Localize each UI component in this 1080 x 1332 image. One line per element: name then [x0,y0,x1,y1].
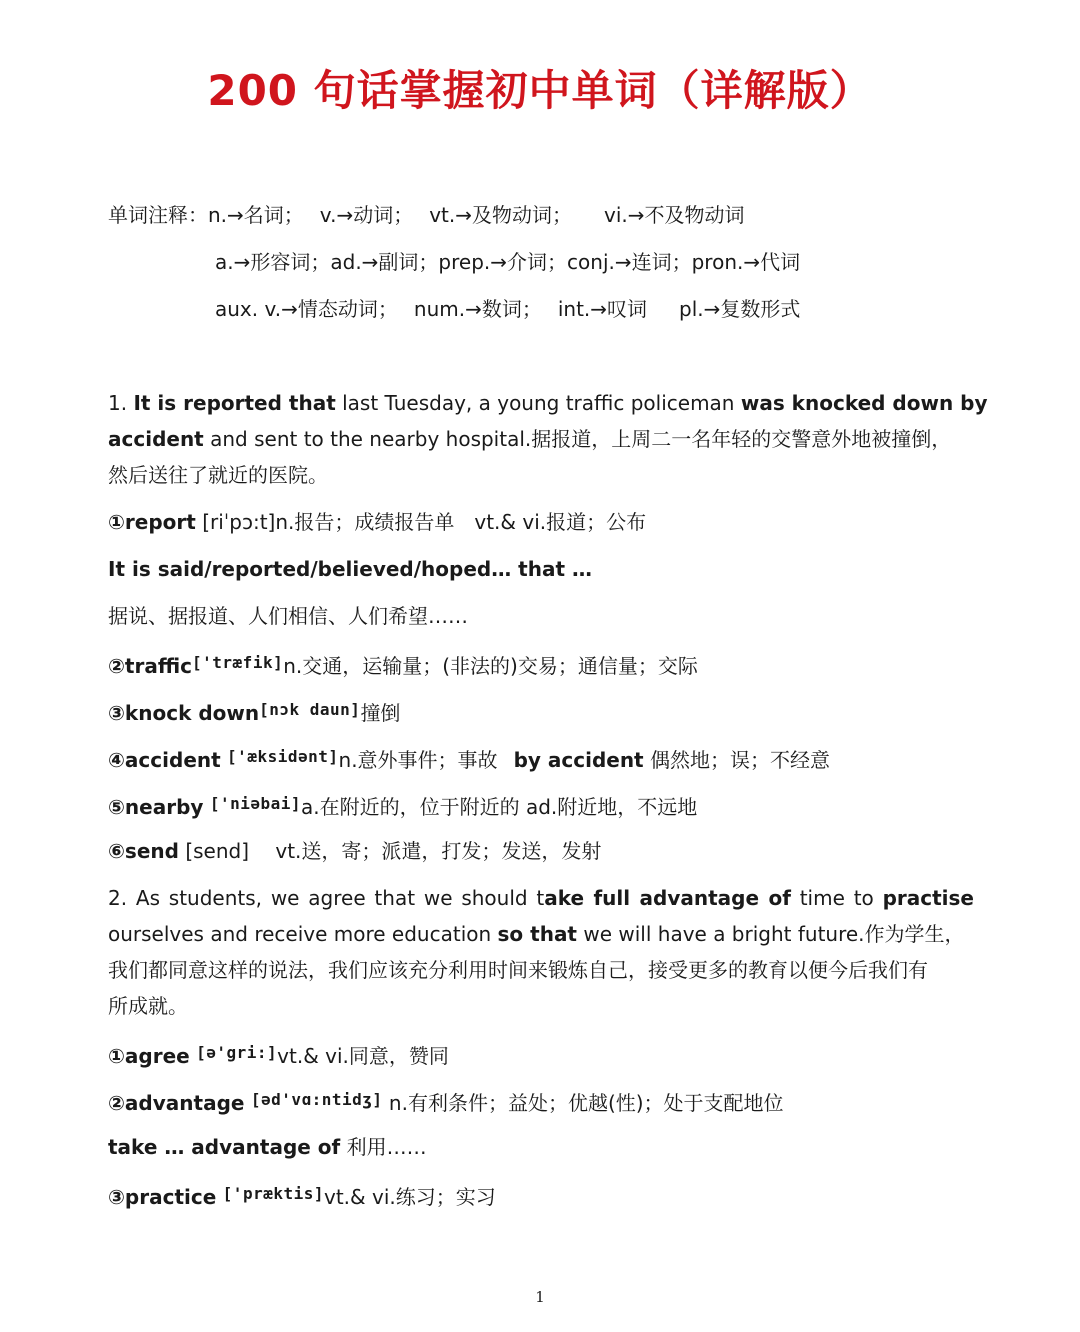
vocab-advantage: ②advantage [əd'vɑ:ntidʒ] n.有利条件；益处；优越(性)；处于支配地位 [108,1090,784,1115]
sentence-1-line-3: 然后送往了就近的医院。 [108,463,328,487]
vocab-agree: ①agree [ə'gri:]vt.& vi.同意，赞同 [108,1043,449,1068]
sentence-1-line-2: accident and sent to the nearby hospital.据报道，上周二一名年轻的交警意外地被撞倒， [108,427,952,451]
pattern-translation: 据说、据报道、人们相信、人们希望…… [108,604,468,628]
sentence-2-line-3: 我们都同意这样的说法，我们应该充分利用时间来锻炼自己，接受更多的教育以便今后我们有 [108,958,928,982]
sentence-2-line-1: 2. As students, we agree that we should take full advantage of time to practise [108,886,974,910]
phrase-take-advantage: take … advantage of 利用…… [108,1135,427,1159]
page-number: 1 [535,1288,545,1306]
vocab-nearby: ⑤nearby ['niəbai]a.在附近的，位于附近的 ad.附近地，不远地 [108,794,698,819]
sentence-2-line-4: 所成就。 [108,994,188,1018]
vocab-practice: ③practice ['præktis]vt.& vi.练习；实习 [108,1184,496,1209]
vocab-knock-down: ③knock down[nɔk daun]撞倒 [108,700,401,725]
sentence-1-line-1: 1. It is reported that last Tuesday, a young traffic policeman was knocked down by [108,391,988,415]
sentence-2-line-2: ourselves and receive more education so that we will have a bright future.作为学生， [108,922,965,946]
notes-line-2: a.→形容词；ad.→副词；prep.→介词；conj.→连词；pron.→代词 [215,250,801,274]
vocab-accident: ④accident ['æksidənt]n.意外事件；事故 by accident 偶然地；误；不经意 [108,747,830,772]
notes-label: 单词注释： [108,203,208,227]
notes-line-3: aux. v.→情态动词； num.→数词； int.→叹词 pl.→复数形式 [215,297,801,321]
vocab-report: ①report [riˈpɔ:t]n.报告；成绩报告单 vt.& vi.报道；公布 [108,510,647,534]
pattern-it-is-said: It is said/reported/believed/hoped… that … [108,557,592,581]
vocab-traffic: ②traffic['træfik]n.交通，运输量；(非法的)交易；通信量；交际 [108,653,698,678]
vocab-send: ⑥send [send] vt.送，寄；派遣，打发；发送，发射 [108,839,602,863]
page-title: 200 句话掌握初中单词（详解版） [207,66,873,115]
notes-line-1: 单词注释：n.→名词； v.→动词； vt.→及物动词； vi.→不及物动词 [108,203,745,227]
